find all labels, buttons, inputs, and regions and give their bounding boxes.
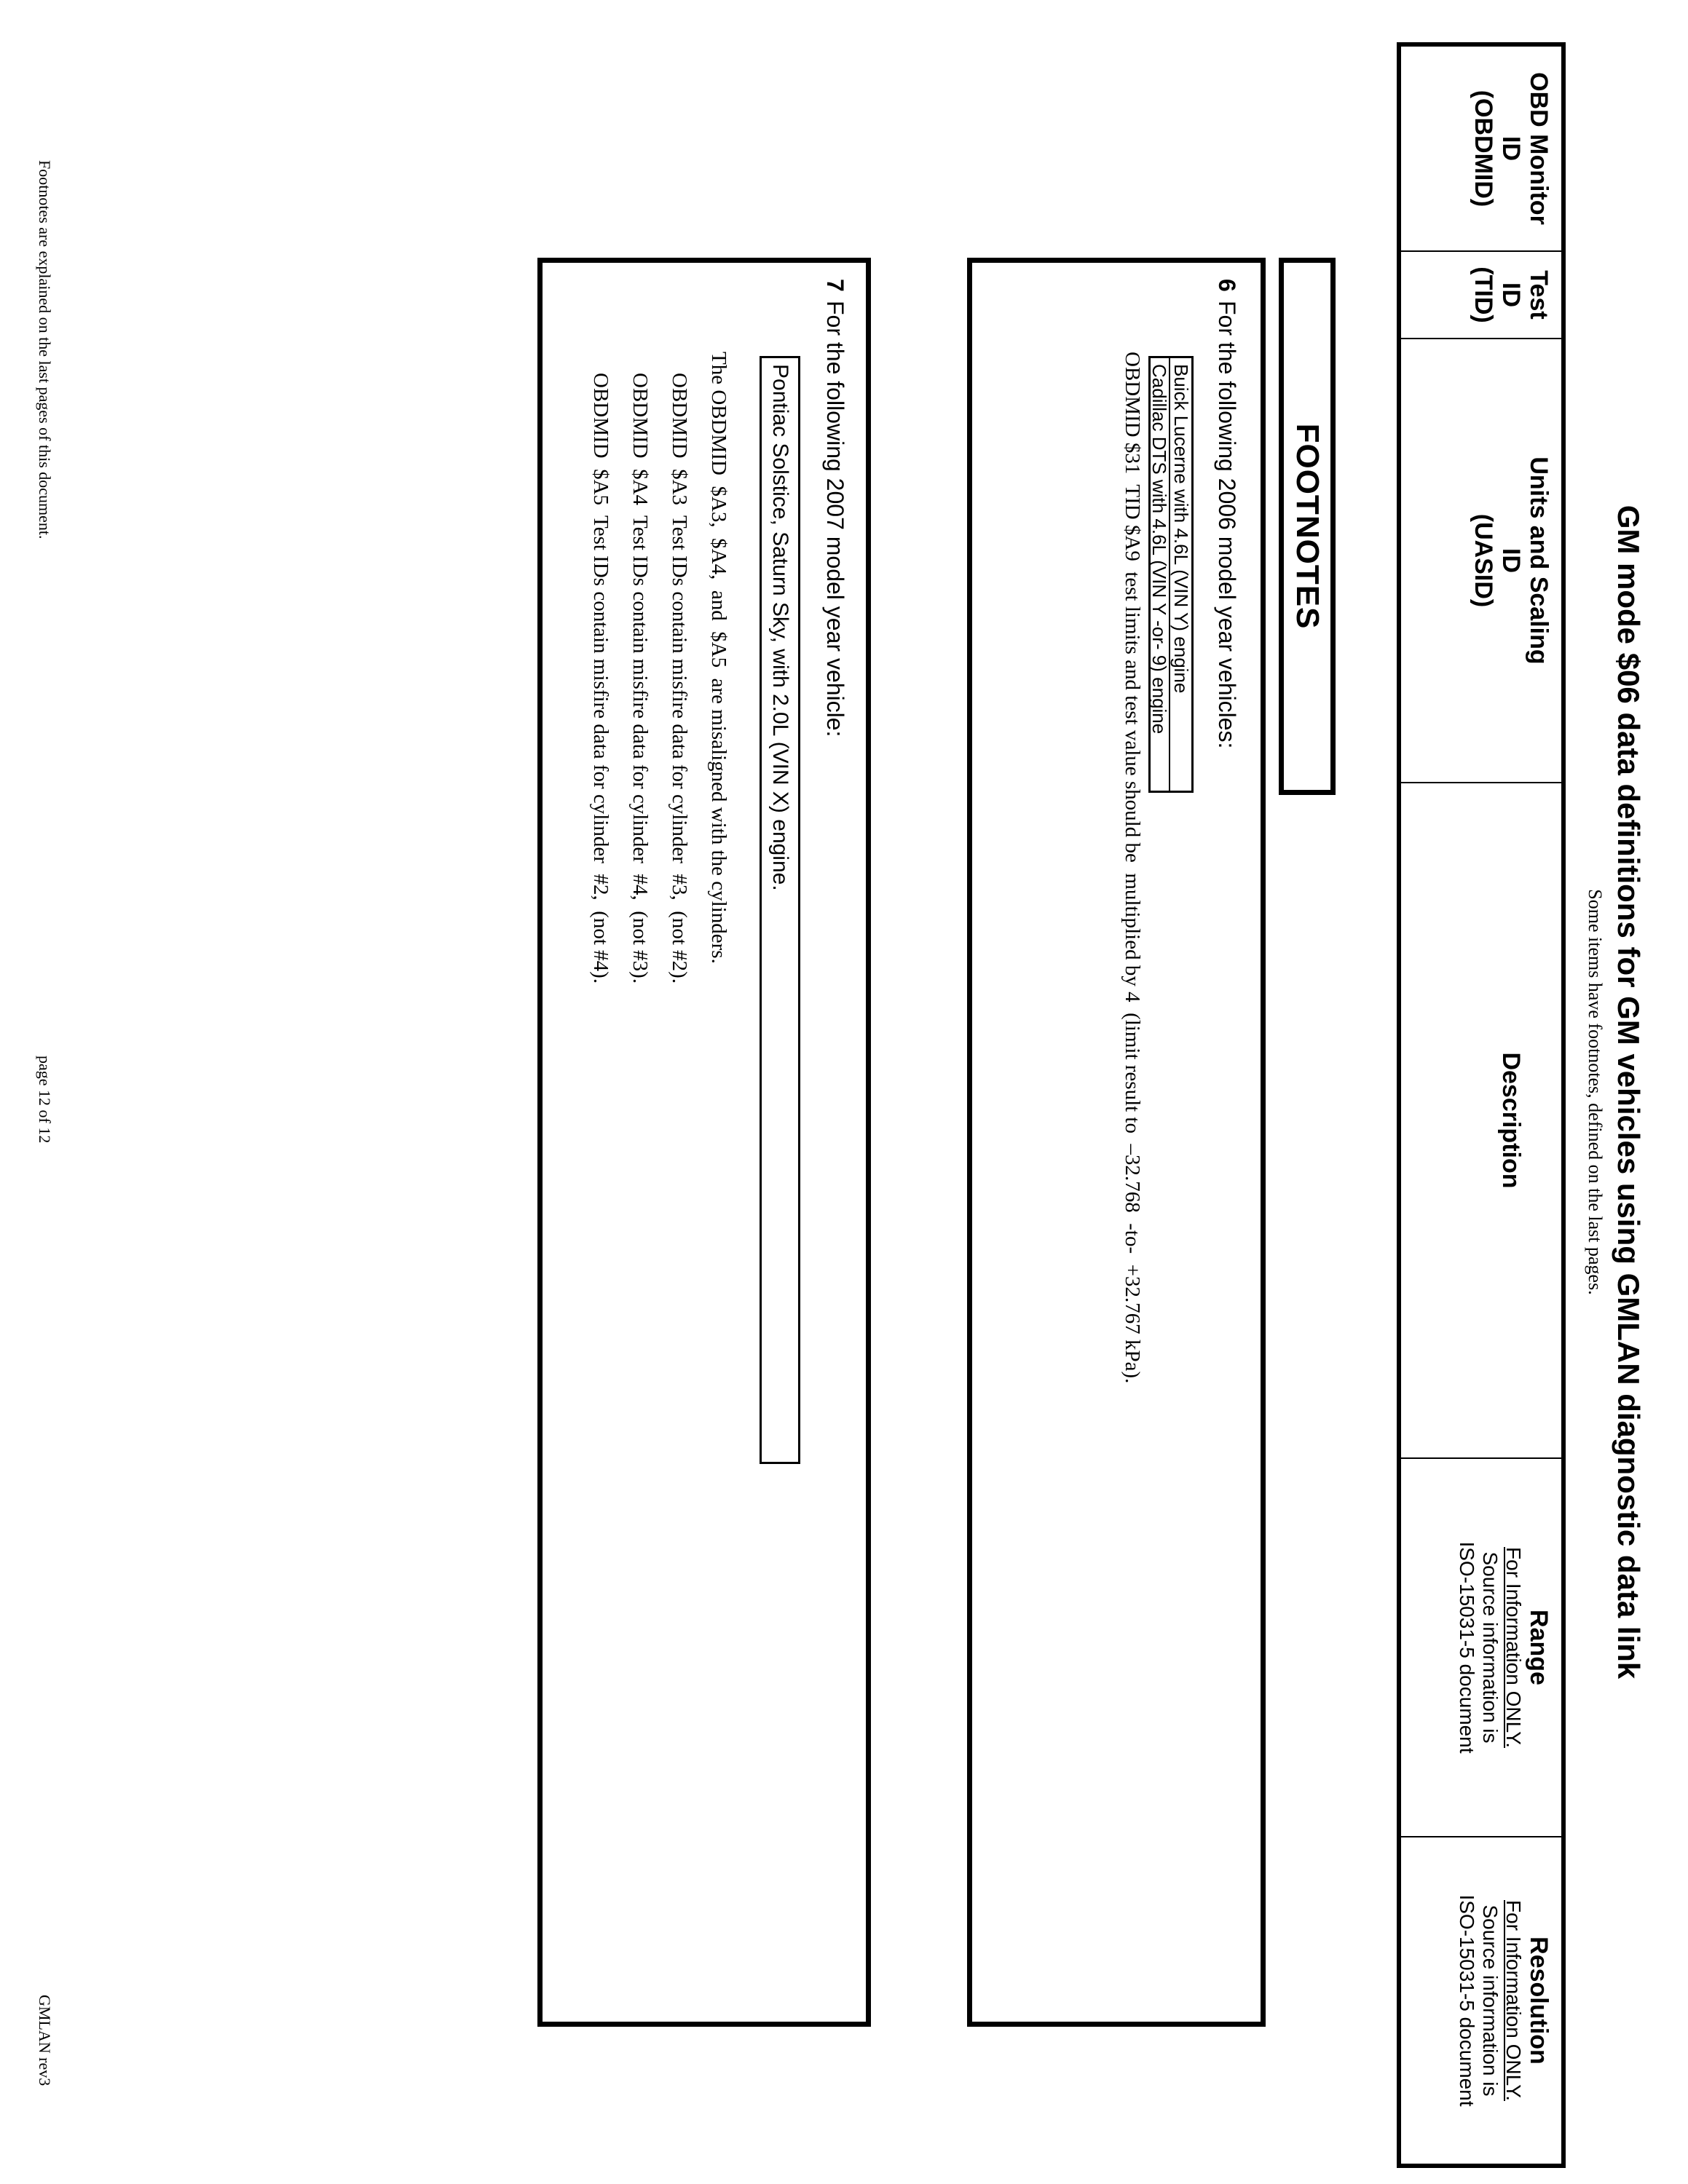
header-uasid: [1401, 339, 1561, 783]
footnote-7-box: [537, 258, 871, 2027]
column-header-table: [1397, 42, 1566, 2168]
footnote-6-vehicle-list: [1148, 356, 1194, 793]
header-range-line1: Range: [1525, 1610, 1553, 1685]
footnote-7-vehicle-box: [760, 356, 800, 1464]
footer-note: Footnotes are explained on the last pages of this document.: [36, 160, 54, 539]
page-subtitle: Some items have footnotes, defined on the last pages.: [1585, 889, 1606, 1295]
footnote-7-line-3: OBDMID $A4 Test IDs contain misfire data for cylinder #4, (not #3).: [628, 352, 652, 984]
footer-revision: GMLAN rev3: [36, 1995, 54, 2086]
header-resolution-note3: ISO-15031-5 document: [1456, 1894, 1478, 2107]
header-tid-line3: (TID): [1470, 266, 1497, 323]
footnote-6-box: [967, 258, 1266, 2027]
header-resolution-note1: For Information ONLY.: [1502, 1900, 1525, 2101]
footnote-6-note: OBDMID $31 TID $A9 test limits and test value should be multiplied by 4 (limit result to –32.768 -to- +32.767 kPa).: [1121, 352, 1144, 1384]
footnote-7-line-2: OBDMID $A3 Test IDs contain misfire data for cylinder #3, (not #2).: [668, 352, 691, 984]
header-obdmid: [1401, 47, 1561, 252]
header-tid-line1: Test: [1525, 270, 1553, 320]
footnote-6-intro: For the following 2006 model year vehicles:: [1214, 301, 1240, 749]
header-obdmid-line1: OBD Monitor: [1525, 72, 1553, 225]
header-description-line1: Description: [1497, 1052, 1525, 1189]
page-title: GM mode $06 data definitions for GM vehicles using GMLAN diagnostic data link: [1612, 505, 1646, 1679]
header-range-note3: ISO-15031-5 document: [1456, 1541, 1478, 1754]
footnote-7-vehicle: Pontiac Solstice, Saturn Sky, with 2.0L (VIN X) engine.: [768, 364, 792, 891]
footnotes-heading: FOOTNOTES: [1279, 258, 1336, 795]
header-resolution-note2: Source information is: [1479, 1904, 1502, 2097]
header-description: [1401, 783, 1561, 1459]
header-uasid-line3: (UASID): [1470, 513, 1497, 608]
header-tid-line2: ID: [1497, 282, 1525, 307]
header-resolution-line1: Resolution: [1525, 1936, 1553, 2065]
header-uasid-line2: ID: [1497, 548, 1525, 573]
header-resolution: [1401, 1837, 1561, 2164]
footnote-7-number: 7: [822, 279, 848, 292]
header-range: [1401, 1459, 1561, 1837]
header-obdmid-line3: (OBDMID): [1470, 90, 1497, 207]
footnote-6-vehicle-2: Cadillac DTS with 4.6L (VIN Y -or- 9) engine: [1149, 358, 1170, 791]
footnote-6-vehicle-1: Buick Lucerne with 4.6L (VIN Y) engine: [1170, 364, 1192, 694]
footnote-6-number: 6: [1214, 279, 1240, 292]
header-tid: [1401, 252, 1561, 339]
footnote-7-line-4: OBDMID $A5 Test IDs contain misfire data for cylinder #2, (not #4).: [589, 352, 612, 984]
header-obdmid-line2: ID: [1497, 136, 1525, 161]
header-uasid-line1: Units and Scaling: [1525, 456, 1553, 665]
footnote-7-line-1: The OBDMID $A3, $A4, and $A5 are misaligned with the cylinders.: [707, 352, 730, 964]
footer-page-number: page 12 of 12: [36, 1056, 54, 1144]
header-range-note2: Source information is: [1479, 1551, 1502, 1744]
footnote-7-intro: For the following 2007 model year vehicle:: [822, 301, 848, 737]
header-range-note1: For Information ONLY.: [1502, 1547, 1525, 1748]
